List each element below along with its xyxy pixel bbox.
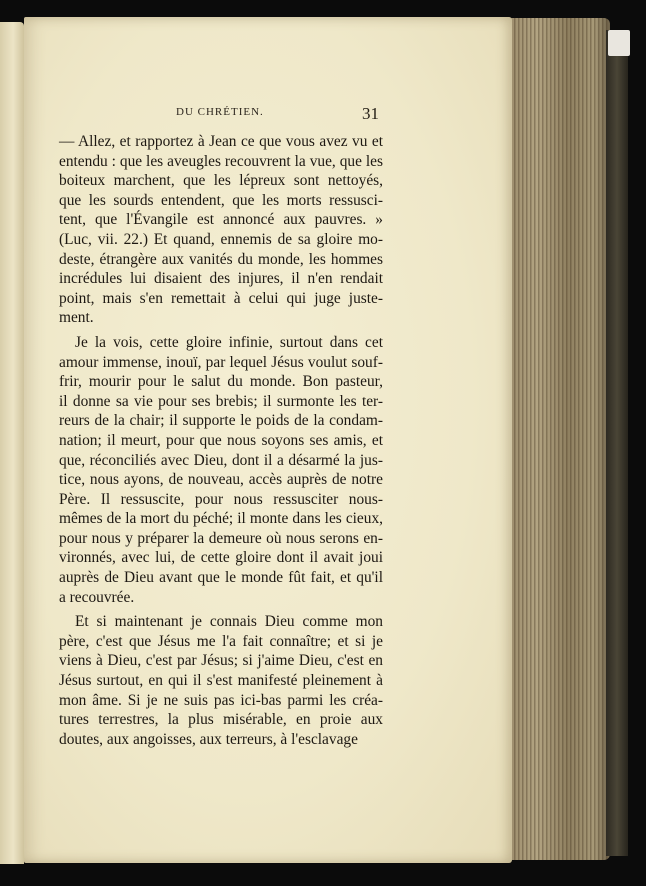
text-line: incrédules lui disaient des injures, il n'en rendait — [59, 270, 383, 288]
text-line: (Luc, vii. 22.) Et quand, ennemis de sa gloire mo- — [59, 230, 383, 248]
text-line: auprès de Dieu avant que le monde fût fait, et qu'il — [59, 569, 383, 587]
text-line: Jésus surtout, en qui il s'est manifesté pleinement à — [59, 672, 383, 690]
book-fore-edge — [506, 18, 610, 860]
text-line: pour nous y préparer la demeure où nous serons en- — [59, 529, 383, 547]
facing-page-edge — [0, 22, 24, 864]
text-line: nation; il meurt, pour que nous soyons ses amis, et — [59, 431, 383, 449]
text-line: deste, étrangère aux vanités du monde, les hommes — [59, 250, 383, 268]
text-line: tent, que l'Évangile est annoncé aux pauvres. » — [59, 211, 383, 229]
text-line: doutes, aux angoisses, aux terreurs, à l'esclavage — [59, 730, 358, 748]
text-line: — Allez, et rapportez à Jean ce que vous avez vu et — [59, 133, 383, 150]
text-line: mon âme. Si je ne suis pas ici-bas parmi les créa- — [59, 691, 383, 709]
text-line: tice, nous ayons, de nouveau, accès auprès de notre — [59, 471, 383, 489]
text-line: que, réconciliés avec Dieu, dont il a désarmé la jus- — [59, 451, 383, 469]
text-line: a recouvrée. — [59, 588, 135, 606]
text-line: vironnés, avec lui, de cette gloire dont il avait joui — [59, 549, 383, 567]
cover-corner-tab — [608, 30, 630, 56]
text-line: Et si maintenant je connais Dieu comme mon — [75, 613, 383, 631]
text-line: point, mais s'en remettait à celui qui juge juste- — [59, 289, 383, 307]
text-line: frir, mourir pour le salut du monde. Bon pasteur, — [59, 373, 383, 391]
text-line: que les sourds entendent, que les morts ressusci- — [59, 191, 383, 209]
book-cover-board — [606, 30, 628, 856]
text-line: entendu : que les aveugles recouvrent la vue, que les — [59, 152, 383, 170]
text-line: mêmes de la mort du péché; il monte dans les cieux, — [59, 510, 383, 528]
text-line: Père. Il ressuscite, pour nous ressusciter nous- — [59, 490, 383, 508]
running-head: DU CHRÉTIEN. — [176, 106, 264, 118]
text-line: il donne sa vie pour ses brebis; il surmonte les ter- — [59, 392, 383, 410]
text-line: boiteux marchent, que les lépreux sont nettoyés, — [59, 172, 383, 190]
page-number: 31 — [362, 104, 379, 123]
body-text — [59, 132, 383, 749]
text-line: viens à Dieu, c'est par Jésus; si j'aime Dieu, c'est en — [59, 652, 383, 670]
text-line: Je la vois, cette gloire infinie, surtout dans cet — [75, 333, 383, 351]
text-line: ment. — [59, 309, 94, 327]
text-line: reurs de la chair; il supporte le poids de la condam- — [59, 412, 383, 430]
text-line: amour immense, inouï, par lequel Jésus voulut souf- — [59, 353, 383, 371]
text-line: père, c'est que Jésus me l'a fait connaître; et si je — [59, 632, 383, 650]
text-line: tures terrestres, la plus misérable, en proie aux — [59, 711, 383, 729]
